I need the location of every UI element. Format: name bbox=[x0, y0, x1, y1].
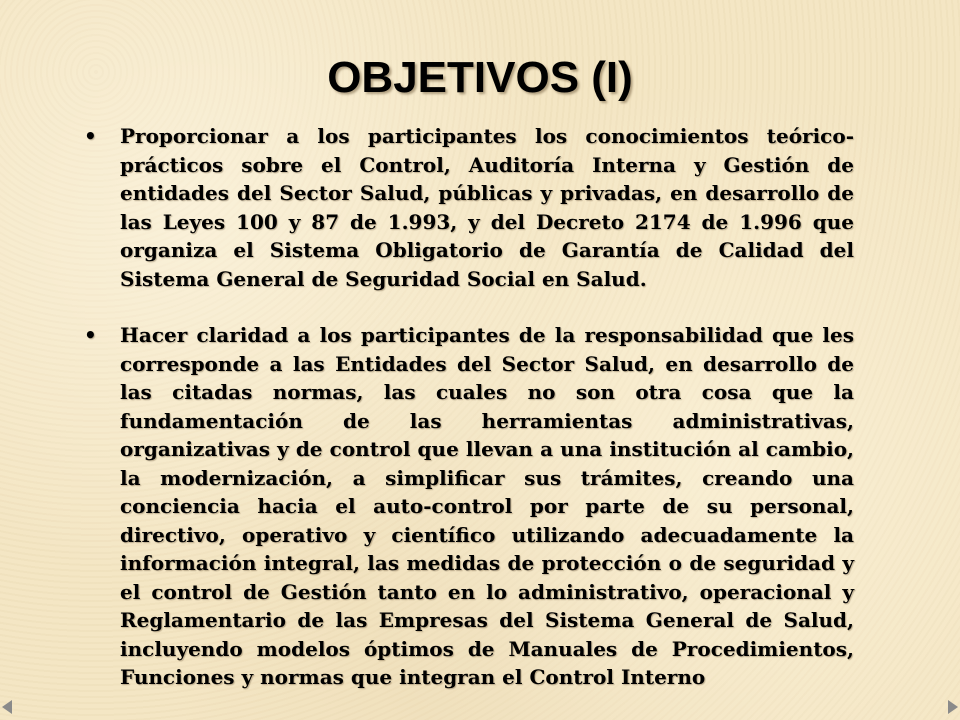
bullet-text-2: Hacer claridad a los participantes de la responsabilidad que les corresponde a las Entidades del Sector Salud, en desarrollo de las citadas normas, las cuales no son otra cosa que la fundamentación de las herramientas administrativas, organizativas y de control que llevan a una institución al cambio, la modernización, a simplificar sus trámites, creando una conciencia hacia el auto-control por parte de su personal, directivo, operativo y científico utilizando adecuadamente la información integral, las medidas de protección o de seguridad y el control de Gestión tanto en lo administrativo, operacional y Reglamentario de las Empresas del Sistema General de Salud, incluyendo modelos óptimos de Manuales de Procedimientos, Funciones y normas que integran el Control Interno bbox=[120, 323, 854, 689]
bullet-item-1 bbox=[84, 122, 854, 293]
bullet-dot-icon: • bbox=[84, 323, 97, 347]
bullet-text-1: Proporcionar a los participantes los conocimientos teórico-prácticos sobre el Control, Auditoría Interna y Gestión de entidades del Sector Salud, públicas y privadas, en desarrollo de las Leyes 100 y 87 de 1.993, y del Decreto 2174 de 1.996 que organiza el Sistema Obligatorio de Garantía de Calidad del Sistema General de Seguridad Social en Salud. bbox=[120, 124, 854, 291]
bullet-list bbox=[84, 122, 854, 692]
bullet-dot-icon: • bbox=[84, 124, 97, 148]
bullet-item-2 bbox=[84, 321, 854, 692]
prev-slide-icon[interactable] bbox=[2, 700, 12, 714]
slide-title: OBJETIVOS (I) bbox=[327, 53, 633, 102]
next-slide-icon[interactable] bbox=[948, 700, 958, 714]
